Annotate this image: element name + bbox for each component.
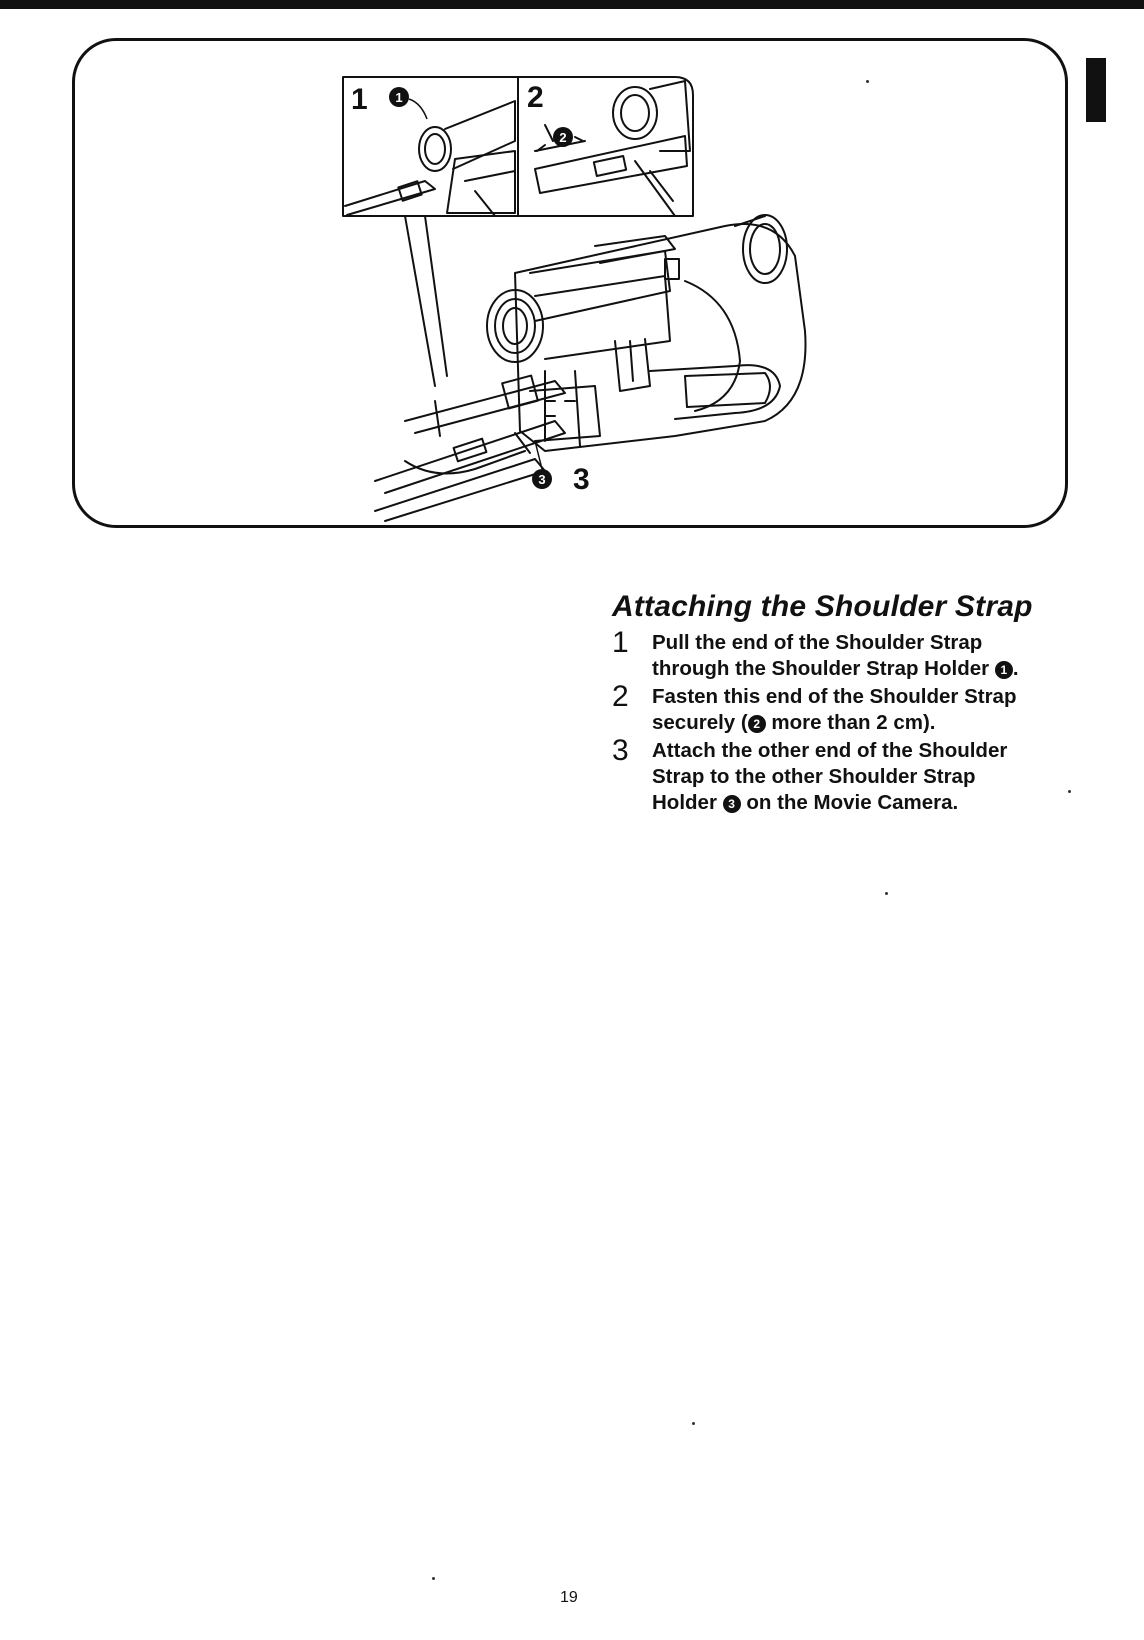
page-number: 19 (560, 1589, 578, 1606)
svg-text:2: 2 (559, 130, 567, 145)
svg-text:3: 3 (538, 472, 546, 487)
circled-marker: 3 (723, 795, 741, 813)
section-tab-marker (1086, 58, 1106, 122)
step-line: through the Shoulder Strap Holder 1 . (652, 657, 1019, 680)
step-number: 2 (612, 680, 629, 713)
main-step-label: 3 (573, 463, 590, 496)
step-3 (612, 734, 1102, 816)
panel1-step-label: 1 (351, 83, 368, 116)
step-line: Fasten this end of the Shoulder Strap (652, 685, 1017, 708)
instructions-section (612, 590, 1102, 818)
circled-marker: 2 (748, 715, 766, 733)
section-title: Attaching the Shoulder Strap (612, 590, 1033, 623)
step-line: Attach the other end of the Shoulder (652, 739, 1008, 762)
panel1-marker (389, 87, 409, 107)
panel2-step-label: 2 (527, 81, 544, 114)
main-marker (532, 469, 552, 489)
step-2 (612, 680, 1102, 736)
step-number: 3 (612, 734, 629, 767)
panel2-camera-detail (535, 81, 690, 216)
scan-speck (866, 80, 869, 83)
svg-text:1: 1 (395, 90, 403, 105)
step-text (652, 738, 1102, 816)
step-text (652, 630, 1102, 682)
main-camera-body (487, 215, 806, 451)
scan-speck (1068, 790, 1071, 793)
scan-speck (885, 892, 888, 895)
step-text (652, 684, 1102, 736)
scan-speck (432, 1577, 435, 1580)
step-number: 1 (612, 626, 629, 659)
scan-speck (692, 1422, 695, 1425)
circled-marker: 1 (995, 661, 1013, 679)
inset-connector-left (405, 216, 435, 386)
panel1-camera-detail (345, 101, 515, 216)
top-rule (0, 0, 1144, 9)
step-line: Pull the end of the Shoulder Strap (652, 631, 983, 654)
camera-strap-illustration (75, 41, 1065, 525)
illustration-frame (72, 38, 1068, 528)
step-1 (612, 626, 1102, 682)
panel2-marker (553, 127, 573, 147)
step-line: Holder 3 on the Movie Camera. (652, 791, 959, 814)
step-line: Strap to the other Shoulder Strap (652, 765, 976, 788)
step-line: securely ( 2 more than 2 cm). (652, 711, 936, 734)
